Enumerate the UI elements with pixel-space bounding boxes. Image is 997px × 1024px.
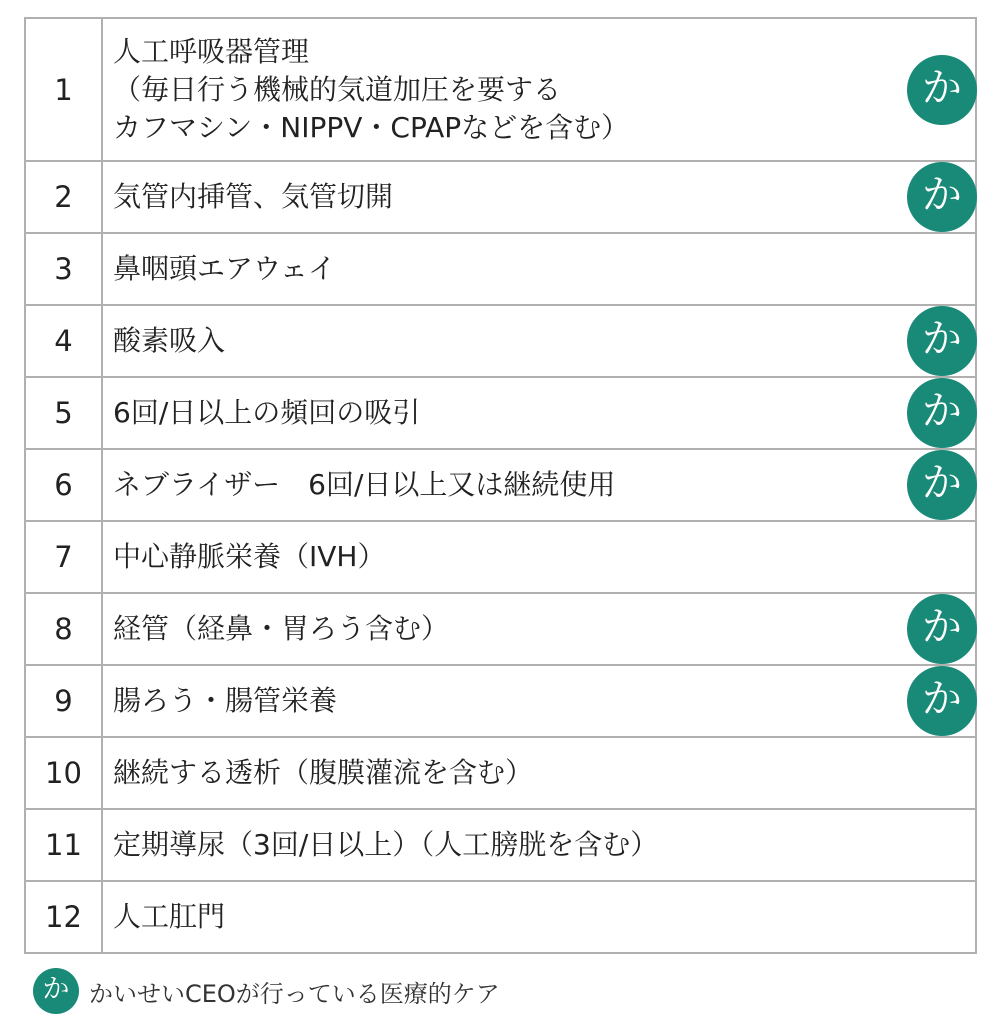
table-row <box>25 593 976 665</box>
table-row <box>25 521 976 593</box>
table-row <box>25 809 976 881</box>
ka-badge-icon: か <box>907 594 977 664</box>
care-item-text: 人工呼吸器管理 （毎日行う機械的気道加圧を要する カフマシン・NIPPV・CPAPなどを含む） <box>113 34 630 144</box>
table-row <box>25 305 976 377</box>
care-item <box>102 233 976 305</box>
medical-care-table <box>24 17 977 954</box>
table-row <box>25 18 976 161</box>
care-item <box>102 737 976 809</box>
table-row <box>25 665 976 737</box>
ka-badge-icon: か <box>907 162 977 232</box>
row-number: 7 <box>25 521 102 593</box>
table-row <box>25 377 976 449</box>
table-row <box>25 233 976 305</box>
care-item <box>102 377 976 449</box>
care-item-text: 人工肛門 <box>113 900 226 933</box>
table-row <box>25 161 976 233</box>
care-item <box>102 593 976 665</box>
row-number: 11 <box>25 809 102 881</box>
ka-badge-icon: か <box>907 378 977 448</box>
care-item <box>102 18 976 161</box>
legend <box>33 966 500 1016</box>
row-number: 5 <box>25 377 102 449</box>
care-item-text: 中心静脈栄養（IVH） <box>113 540 386 573</box>
ka-badge-icon: か <box>33 968 79 1014</box>
row-number: 6 <box>25 449 102 521</box>
row-number: 3 <box>25 233 102 305</box>
care-item-text: 鼻咽頭エアウェイ <box>113 252 336 285</box>
row-number: 8 <box>25 593 102 665</box>
row-number: 4 <box>25 305 102 377</box>
ka-badge-icon: か <box>907 666 977 736</box>
row-number: 2 <box>25 161 102 233</box>
table-row <box>25 737 976 809</box>
row-number: 1 <box>25 18 102 161</box>
care-item-text: 6回/日以上の頻回の吸引 <box>113 396 421 429</box>
care-item-text: 経管（経鼻・胃ろう含む） <box>113 612 450 645</box>
care-item-text: 気管内挿管、気管切開 <box>113 180 394 213</box>
care-item-text: ネブライザー 6回/日以上又は継続使用 <box>113 468 616 501</box>
row-number: 12 <box>25 881 102 953</box>
care-item <box>102 161 976 233</box>
row-number: 10 <box>25 737 102 809</box>
table-row <box>25 449 976 521</box>
care-item <box>102 305 976 377</box>
ka-badge-icon: か <box>907 450 977 520</box>
care-item-text: 酸素吸入 <box>113 324 226 357</box>
care-item <box>102 881 976 953</box>
care-item-text: 定期導尿（3回/日以上）（人工膀胱を含む） <box>113 828 659 861</box>
legend-text: かいせいCEOが行っている医療的ケア <box>89 979 500 1008</box>
row-number: 9 <box>25 665 102 737</box>
care-item <box>102 521 976 593</box>
table-row <box>25 881 976 953</box>
care-item <box>102 665 976 737</box>
ka-badge-icon: か <box>907 306 977 376</box>
care-item-text: 継続する透析（腹膜灌流を含む） <box>113 756 534 789</box>
ka-badge-icon: か <box>907 55 977 125</box>
care-item-text: 腸ろう・腸管栄養 <box>113 684 338 717</box>
care-item <box>102 449 976 521</box>
care-item <box>102 809 976 881</box>
